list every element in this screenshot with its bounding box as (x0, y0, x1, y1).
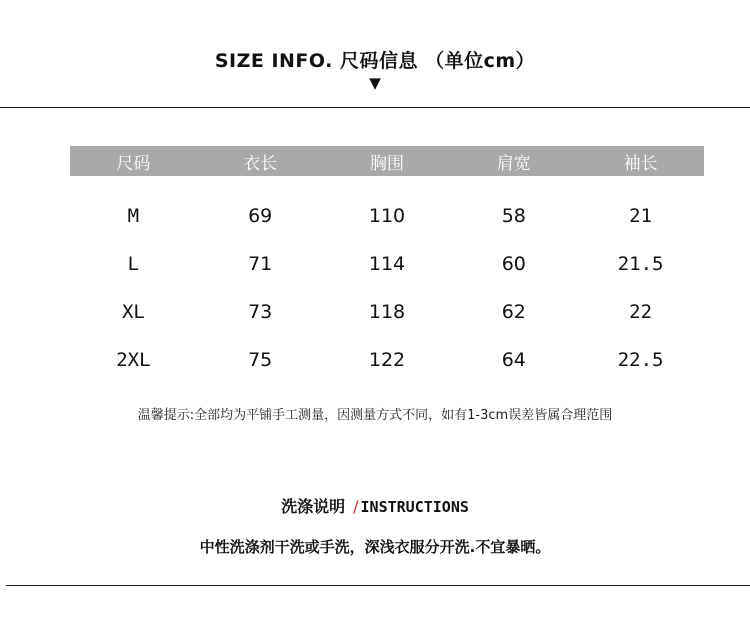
cell-shoulder: 64 (501, 349, 526, 371)
down-arrow-icon: ▼ (369, 74, 381, 92)
cell-shoulder: 60 (501, 253, 526, 275)
instructions-slash: / (353, 497, 359, 516)
size-table (70, 146, 704, 384)
cell-length: 75 (248, 349, 273, 371)
cell-shoulder: 62 (501, 301, 526, 323)
table-row (70, 176, 704, 240)
cell-size: XL (121, 301, 145, 323)
cell-size: L (127, 253, 140, 275)
cell-chest: 114 (368, 253, 406, 275)
cell-size: 2XL (116, 349, 151, 371)
instructions-title-cn: 洗涤说明 (281, 497, 346, 516)
column-header-size: 尺码 (70, 146, 197, 176)
table-header-row (70, 146, 704, 176)
cell-size: M (127, 205, 140, 227)
column-header-chest: 胸围 (324, 146, 451, 176)
cell-length: 73 (248, 301, 273, 323)
measurement-tip: 温馨提示:全部均为平铺手工测量，因测量方式不同，如有1-3cm误差皆属合理范围 (137, 408, 613, 423)
care-instructions-text: 中性洗涤剂干洗或手洗，深浅衣服分开洗.不宜暴晒。 (199, 538, 551, 556)
bottom-divider (6, 585, 750, 586)
instructions-heading (0, 494, 750, 517)
cell-chest: 110 (368, 205, 406, 227)
cell-length: 69 (248, 205, 273, 227)
cell-sleeve: 22 (629, 301, 653, 323)
table-row (70, 288, 704, 336)
cell-sleeve: 21 (629, 205, 653, 227)
cell-sleeve: 21.5 (617, 253, 664, 275)
column-header-length: 衣长 (197, 146, 324, 176)
cell-sleeve: 22.5 (617, 349, 664, 371)
table-row (70, 240, 704, 288)
column-header-sleeve: 袖长 (577, 146, 704, 176)
cell-chest: 122 (368, 349, 406, 371)
instructions-title-en: INSTRUCTIONS (360, 498, 469, 516)
page-title: SIZE INFO. 尺码信息 （单位cm） (214, 50, 536, 72)
column-header-shoulder: 肩宽 (450, 146, 577, 176)
cell-length: 71 (248, 253, 273, 275)
table-row (70, 336, 704, 384)
cell-shoulder: 58 (501, 205, 526, 227)
top-divider (0, 107, 750, 108)
cell-chest: 118 (368, 301, 406, 323)
